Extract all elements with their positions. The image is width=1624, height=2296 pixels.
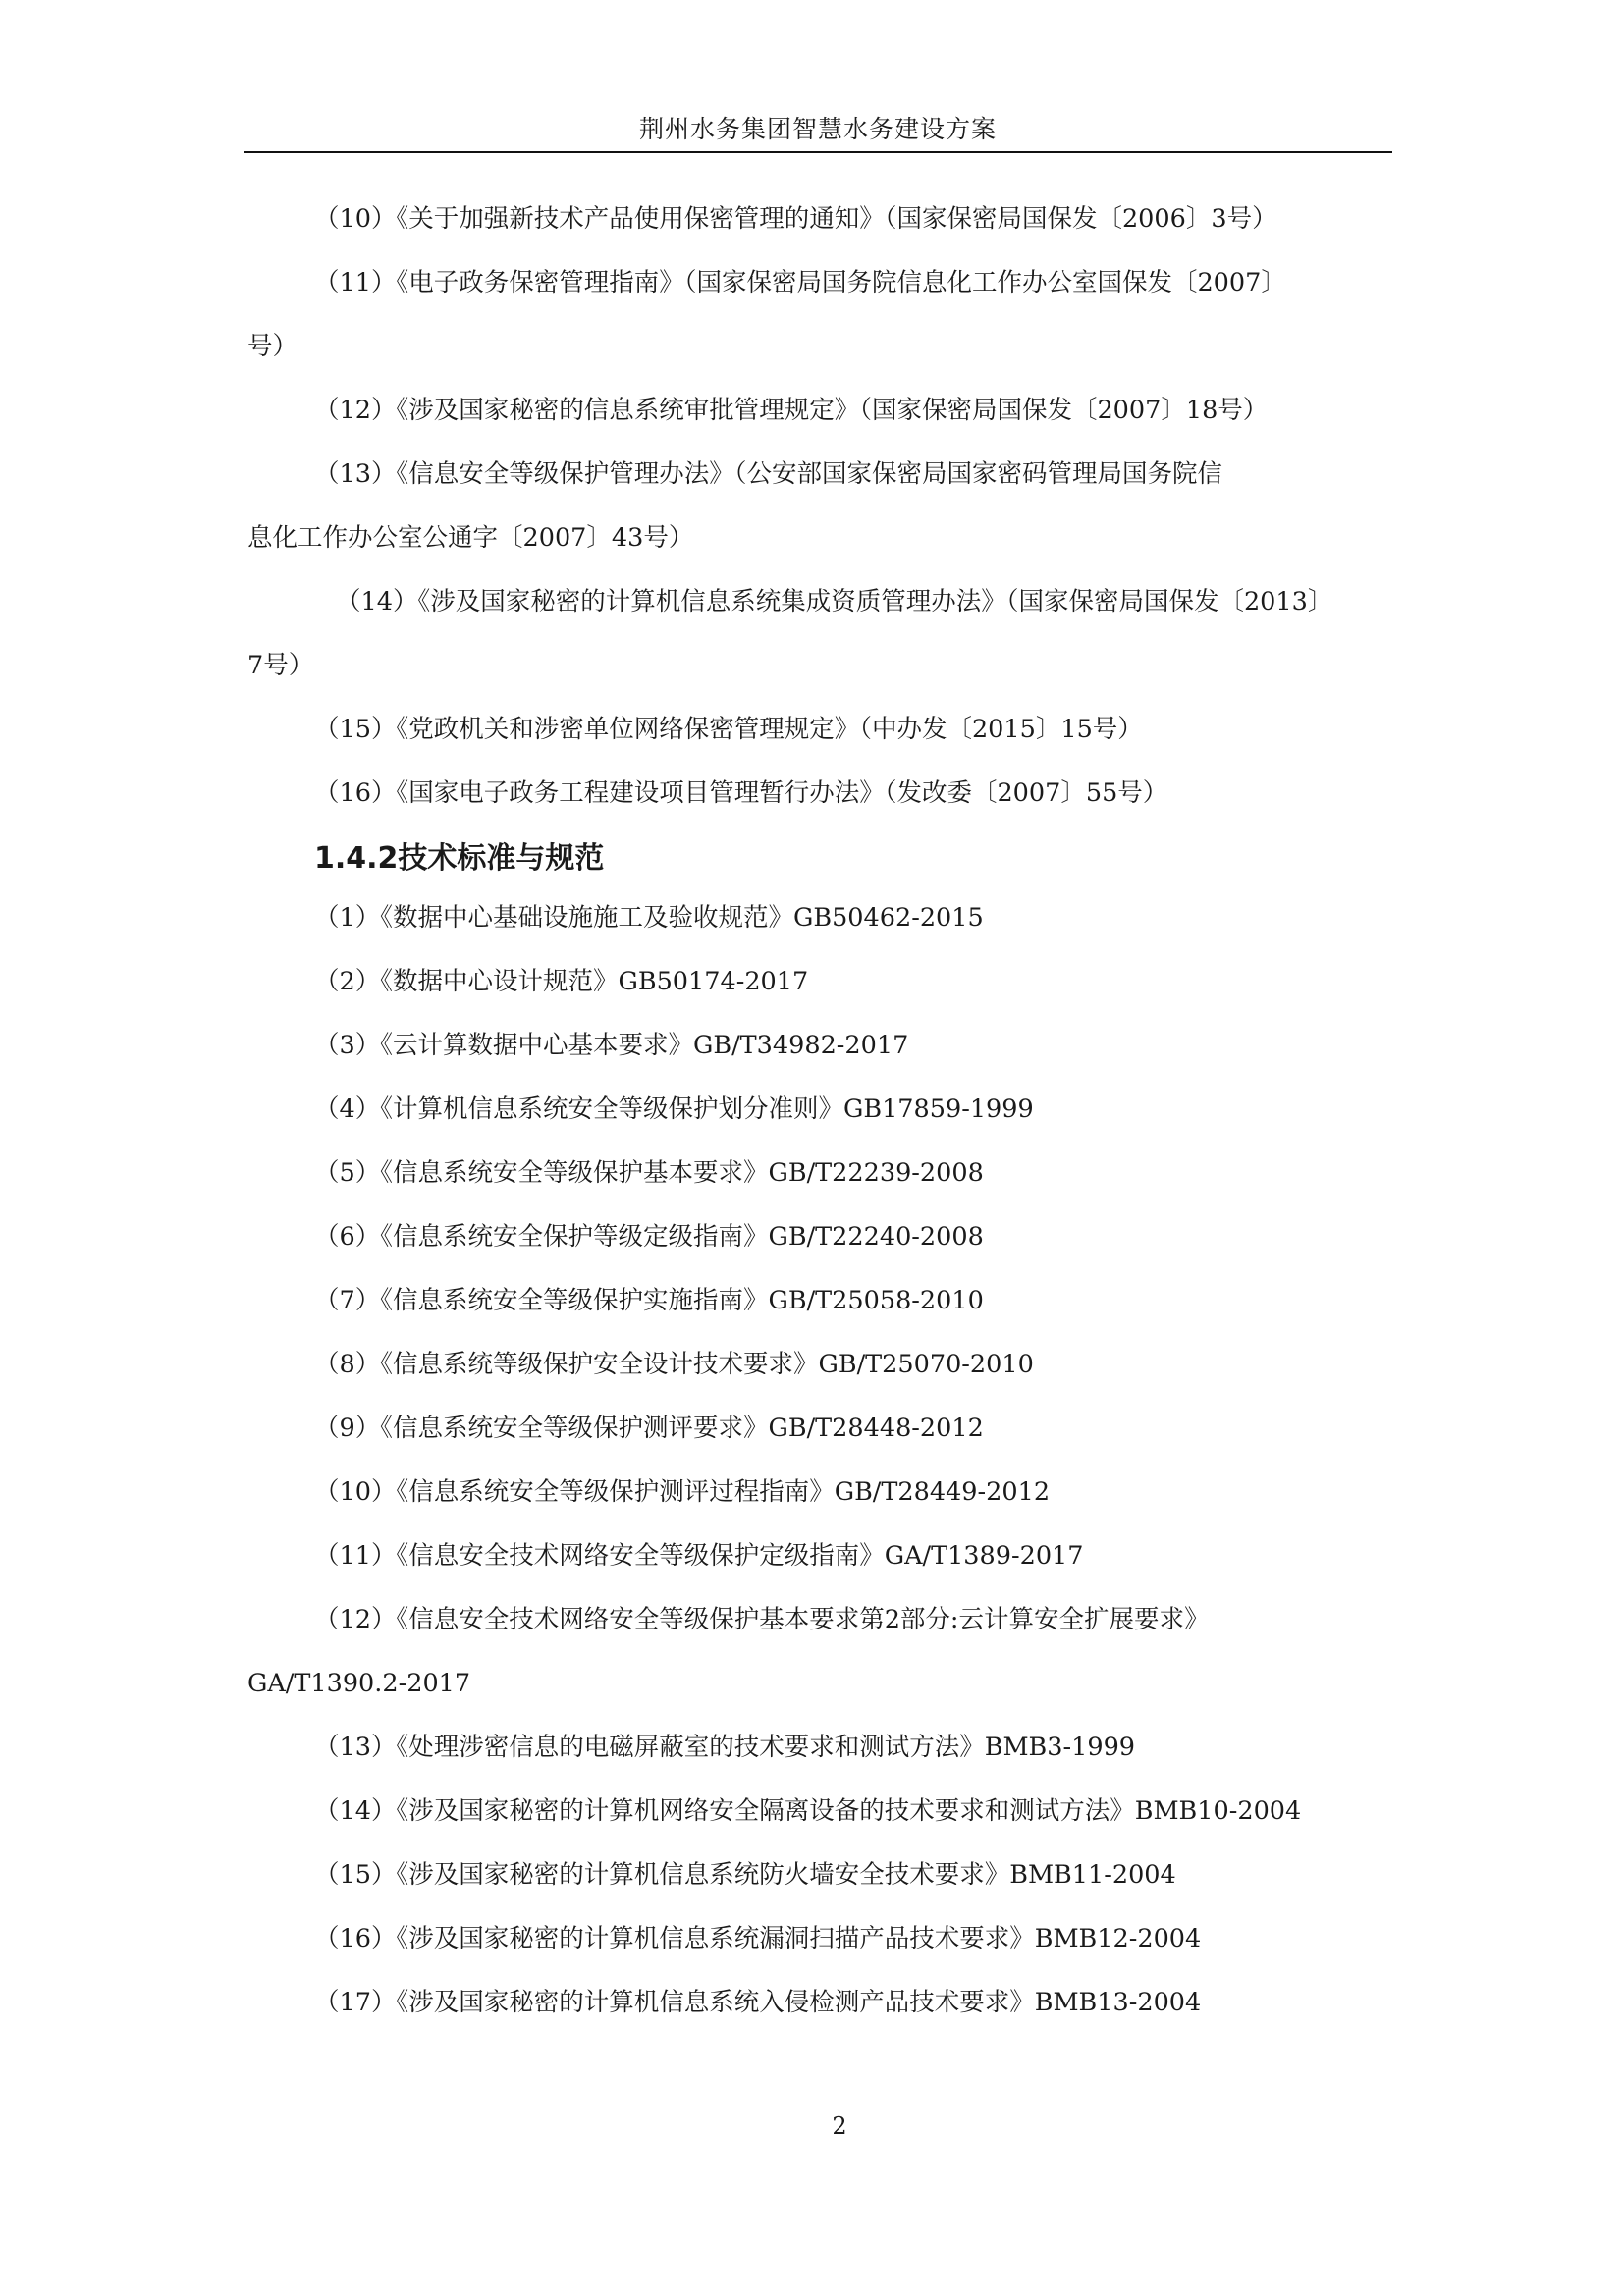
- section-heading: 1.4.2技术标准与规范: [314, 841, 605, 876]
- standard-item: [247, 1409, 1396, 1448]
- standard-text: （16）《涉及国家秘密的计算机信息系统漏洞扫描产品技术要求》BMB12-2004: [314, 1924, 1202, 1953]
- regulation-text: （15）《党政机关和涉密单位网络保密管理规定》（中办发〔2015〕15号）: [314, 715, 1143, 744]
- standard-text: （14）《涉及国家秘密的计算机网络安全隔离设备的技术要求和测试方法》BMB10-2004: [314, 1796, 1302, 1826]
- standard-text: （11）《信息安全技术网络安全等级保护定级指南》GA/T1389-2017: [314, 1541, 1084, 1571]
- regulation-text: （11）《电子政务保密管理指南》（国家保密局国务院信息化工作办公室国保发〔2007〕: [314, 268, 1286, 297]
- standard-item: [247, 1791, 1396, 1831]
- standard-item: [247, 962, 1396, 1001]
- standard-item: [247, 1026, 1396, 1065]
- document-body: [247, 199, 1396, 2047]
- standard-text: （3）《云计算数据中心基本要求》GB/T34982-2017: [314, 1031, 909, 1060]
- standard-item: [247, 1345, 1396, 1384]
- page-header-title: 荆州水务集团智慧水务建设方案: [638, 115, 997, 143]
- regulation-item: [247, 774, 1396, 813]
- regulation-text-continued: 7号）: [247, 651, 314, 680]
- standard-text-continued: GA/T1390.2-2017: [247, 1669, 471, 1698]
- standard-item: [247, 1919, 1396, 1958]
- standard-text: （6）《信息系统安全保护等级定级指南》GB/T22240-2008: [314, 1222, 984, 1252]
- standard-text: （5）《信息系统安全等级保护基本要求》GB/T22239-2008: [314, 1158, 984, 1188]
- standard-text: （13）《处理涉密信息的电磁屏蔽室的技术要求和测试方法》BMB3-1999: [314, 1733, 1136, 1762]
- standard-text: （17）《涉及国家秘密的计算机信息系统入侵检测产品技术要求》BMB13-2004: [314, 1988, 1202, 2017]
- standard-text: （10）《信息系统安全等级保护测评过程指南》GB/T28449-2012: [314, 1477, 1051, 1507]
- regulation-item: [247, 582, 1396, 685]
- standard-text: （9）《信息系统安全等级保护测评要求》GB/T28448-2012: [314, 1414, 984, 1443]
- standard-item: [247, 1728, 1396, 1767]
- regulation-text: （10）《关于加强新技术产品使用保密管理的通知》（国家保密局国保发〔2006〕3号）: [314, 204, 1277, 234]
- regulation-text: （12）《涉及国家秘密的信息系统审批管理规定》（国家保密局国保发〔2007〕18号）: [314, 396, 1269, 425]
- standard-text: （1）《数据中心基础设施施工及验收规范》GB50462-2015: [314, 903, 984, 933]
- regulation-text-continued: 息化工作办公室公通字〔2007〕43号）: [247, 523, 694, 553]
- regulation-text: （14）《涉及国家秘密的计算机信息系统集成资质管理办法》（国家保密局国保发〔2013〕: [336, 587, 1333, 616]
- regulation-item: [247, 199, 1396, 239]
- standard-item: [247, 1472, 1396, 1512]
- standard-item: [247, 1600, 1396, 1703]
- regulation-item: [247, 710, 1396, 749]
- standard-item: [247, 1090, 1396, 1129]
- regulation-text: （13）《信息安全等级保护管理办法》（公安部国家保密局国家密码管理局国务院信: [314, 459, 1222, 489]
- header-rule: [244, 151, 1392, 153]
- page-number: 2: [832, 2112, 847, 2140]
- standard-text: （8）《信息系统等级保护安全设计技术要求》GB/T25070-2010: [314, 1350, 1034, 1379]
- standard-item: [247, 898, 1396, 937]
- standard-item: [247, 1153, 1396, 1193]
- regulation-item: [247, 391, 1396, 430]
- standard-item: [247, 1536, 1396, 1575]
- standard-item: [247, 1983, 1396, 2022]
- standard-text: （15）《涉及国家秘密的计算机信息系统防火墙安全技术要求》BMB11-2004: [314, 1860, 1176, 1890]
- standard-text: （7）《信息系统安全等级保护实施指南》GB/T25058-2010: [314, 1286, 984, 1315]
- regulation-text: （16）《国家电子政务工程建设项目管理暂行办法》（发改委〔2007〕55号）: [314, 778, 1168, 808]
- standard-text: （4）《计算机信息系统安全等级保护划分准则》GB17859-1999: [314, 1095, 1034, 1124]
- standard-item: [247, 1855, 1396, 1895]
- standard-item: [247, 1217, 1396, 1256]
- standard-text: （12）《信息安全技术网络安全等级保护基本要求第2部分:云计算安全扩展要求》: [314, 1605, 1210, 1634]
- regulation-item: [247, 263, 1396, 366]
- standard-text: （2）《数据中心设计规范》GB50174-2017: [314, 967, 809, 996]
- standard-item: [247, 1281, 1396, 1320]
- regulation-text-continued: 号）: [247, 332, 298, 361]
- regulation-item: [247, 454, 1396, 558]
